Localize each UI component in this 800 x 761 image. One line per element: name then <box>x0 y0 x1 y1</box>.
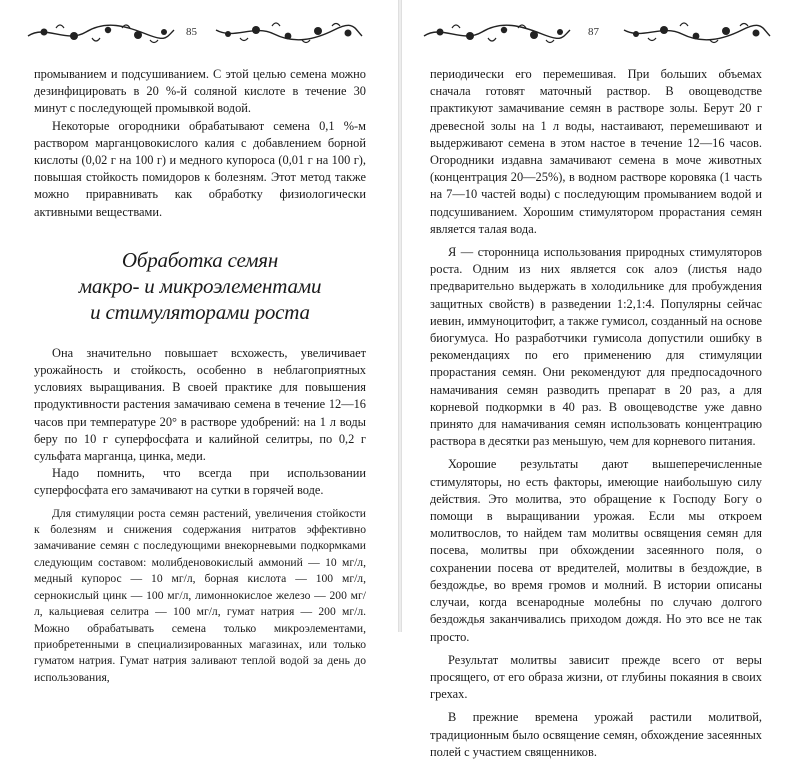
left-page <box>0 0 400 684</box>
paragraph: периодически его перемешивая. При больших объемах сначала готовят маточный раствор. В овощеводстве практикуют замачивание семян в растворе золы. Берут 20 г древесной золы на 1 л воды, настаивают, перемешивают и выдерживают семена в этом настое в течение 12—16 часов. Огородники издавна замачивают семена в моче животных (концентрация 20—25%), в водном растворе коровяка (1 часть на 7—10 частей воды) с последующим промыванием водой и подсушиванием. Хорошим стимулятором прорастания семян является талая вода. <box>430 67 762 236</box>
paragraph: В прежние времена урожай растили молитвой, традиционным было освящение семян, обхождение засеянных полей с участием священников. <box>430 710 762 759</box>
floral-ornament-icon <box>422 20 572 46</box>
section-heading-line: макро- и микроэлементами <box>78 273 322 298</box>
paragraph: Для стимуляции роста семян растений, увеличения стойкости к болезням и снижения содержания нитратов эффективно замачивание семян с последующими внекорневыми подкормками следующим составом: молибденовокислый аммоний — 10 мг/л, медный купорос — 10 мг/л, борная кислота — 100 мг/л, сернокислый цинк — 100 мг/л, лимоннокислое железо — 200 мг/л, кальциевая селитра — 100 мг/л, гумат натрия — 200 мг/л. Можно обрабатывать семена только микроэлементами, приобретенными в специализированных магазинах, или только гуматом натрия. Гумат натрия заливают теплой водой за день до использования, <box>34 506 366 684</box>
page-number: 85 <box>186 26 197 38</box>
paragraph: Надо помнить, что всегда при использовании суперфосфата его замачивают на сутки в горячей воде. <box>34 466 366 498</box>
floral-ornament-icon <box>622 20 772 46</box>
page-number: 87 <box>588 26 599 38</box>
paragraph: Некоторые огородники обрабатывают семена 0,1 %-м раствором марганцовокислого калия с добавлением борной кислоты (0,02 г на 100 г) и медного купороса (0,01 г на 100 г), повышая стойкость помидоров к болезням. Этот метод также можно приравнивать как обработку физиологически активными веществами. <box>34 118 366 219</box>
section-heading-line: и стимуляторами роста <box>90 299 310 324</box>
right-page-header <box>400 20 800 46</box>
section-heading-line: Обработка семян <box>121 247 279 272</box>
floral-ornament-icon <box>26 20 176 46</box>
paragraph: Она значительно повышает всхожесть, увеличивает урожайность и стойкость, особенно в неблагоприятных условиях выращивания. В своей практике для повышения продуктивности растения замачиваю семена в течение 12—16 часов при температуре 20° в растворе удобрений: на 1 л воды беру по 10 г суперфосфата и калийной селитры, по 0,2 г сульфата марганца, цинка, меди. <box>34 345 366 464</box>
paragraph: промыванием и подсушиванием. С этой целью семена можно дезинфицировать в 20 %-й соляной кислоте в течение 30 минут с последующей промывкой водой. <box>34 67 366 116</box>
left-page-header <box>0 20 400 46</box>
floral-ornament-icon <box>214 20 364 46</box>
paragraph: Хорошие результаты дают вышеперечисленные стимуляторы, но есть факторы, имеющие наибольшую силу действия. Это молитва, это обращение к Господу Богу о помощи в выращивании урожая. Если мы откроем молитвослов, то найдем там молитвы освящения семян для посева, молитвы при обхождении засеянного поля, о сохранении посева от вредителей, молитвы в бездождие, в бездождье, во время громов и молний. В истории описаны случаи, когда всенародные молебны по случаю долгого бездождья заканчивались приходом дождя. Но это все не так просто. <box>430 457 762 644</box>
right-page <box>400 0 800 759</box>
paragraph: Результат молитвы зависит прежде всего от веры просящего, от его образа жизни, от глубины покаяния в своих грехах. <box>430 652 762 702</box>
paragraph: Я — сторонница использования природных стимуляторов роста. Одним из них является сок алоэ (листья надо предварительно выдержать в холодильнике для пробуждения защитных свойств) в разведении 1:2,1:4. Популярны сейчас иевин, иммуноцитофит, а также гумисол, созданный на основе биогумуса. Но разработчики гумисола допустили ошибку в рекомендациях по его применению для стимуляции прорастания семян. Они рекомендуют для предпосадочного намачивания семян разводить препарат в 20 раз, а для корневой подкормки в 40 раз. В овощеводстве уже давно принято для намачивания семян использовать концентрацию раствора в десятки раз меньшую, чем для корневого питания. <box>430 245 762 449</box>
section-heading <box>34 247 366 325</box>
